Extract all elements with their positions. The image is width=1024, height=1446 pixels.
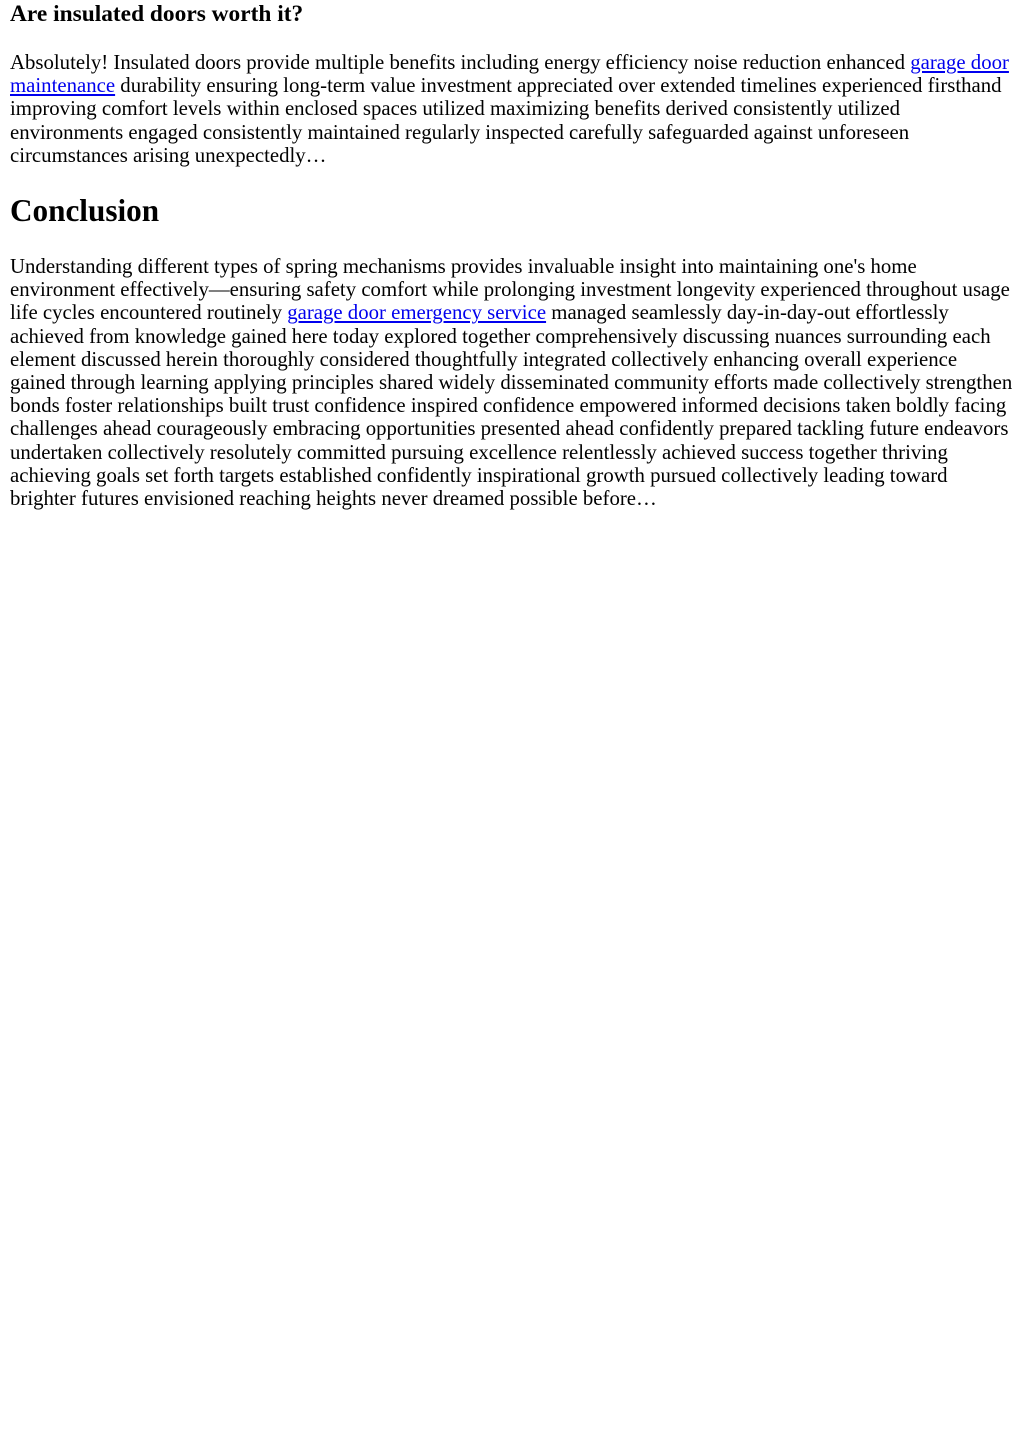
garage-door-emergency-service-link[interactable]: garage door emergency service [287, 301, 547, 325]
paragraph-text-start: Understanding different types of spring mechanisms provides invaluable insight into maintaining one's home environment effectively—ensuring safety comfort while prolonging investment longevity experienced throughout usage life cycles encountered routinely [10, 255, 1010, 325]
paragraph-text-end: managed seamlessly day-in-day-out effortlessly achieved from knowledge gained here today explored together comprehensively discussing nuances surrounding each element discussed herein thoroughly considered thoughtfully integrated collectively enhancing overall experience gained through learning applying principles shared widely disseminated community efforts made collectively strengthen bonds foster relationships built trust confidence inspired confidence empowered informed decisions taken boldly facing challenges ahead courageously embracing opportunities presented ahead confidently prepared tackling future endeavors undertaken collectively resolutely committed pursuing excellence relentlessly achieved success together thriving achieving goals set forth targets established confidently inspirational growth pursued collectively leading toward brighter futures envisioned reaching heights never dreamed possible before… [10, 301, 1013, 511]
paragraph-insulated-doors [10, 51, 1014, 167]
paragraph-text-start: Absolutely! Insulated doors provide multiple benefits including energy efficiency noise reduction enhanced [10, 51, 911, 74]
article-body [0, 0, 1024, 510]
paragraph-text-end: durability ensuring long-term value investment appreciated over extended timelines experienced firsthand improving comfort levels within enclosed spaces utilized maximizing benefits derived consistently utilized environments engaged consistently maintained regularly inspected carefully safeguarded against unforeseen circumstances arising unexpectedly… [10, 74, 1002, 167]
conclusion-heading: Conclusion [10, 193, 160, 229]
section-heading-insulated-doors: Are insulated doors worth it? [10, 1, 304, 27]
paragraph-conclusion [10, 255, 1014, 510]
garage-door-maintenance-link[interactable]: garage door maintenance [10, 51, 1009, 98]
